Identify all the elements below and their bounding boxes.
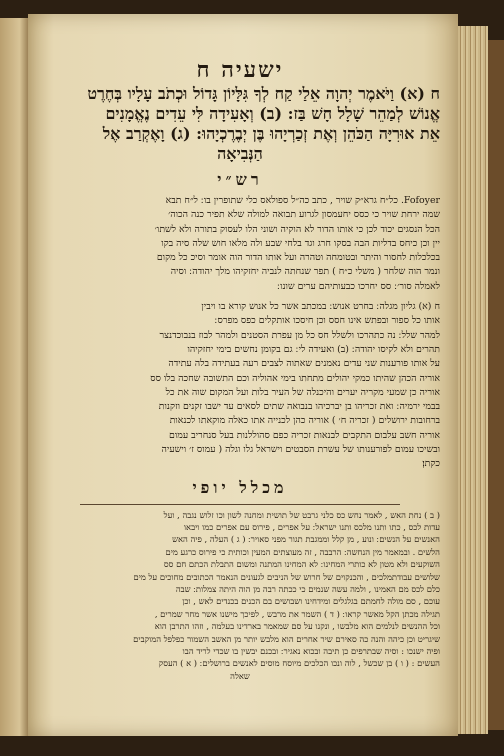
rashi-line: אוריה כן שמעי מקריה יערים והיכנלה של העיר בלות ועל המקום שוה את כל bbox=[165, 386, 440, 398]
yofi-line: ( ב ) נחת האש , לאמר נחש כס כלני גרבט של תושית ומחנה לשון וכו זלוש נגבה , ועל bbox=[163, 509, 440, 520]
rashi-line: ברחובות ירושלים ( זכריה ח׳ ) אוריה כהן לכנייה אתו כאלה מוקאתו לכנאות bbox=[169, 415, 440, 427]
rashi-line: לאמלה סור׳ ׃ סס יחרכו כבעותיהם ערים שונו ׃ bbox=[277, 280, 440, 292]
yofi-line: וכל ההנשים לנלמים הוא מלבשו , ונקנו על סם שמאמר בארדינו בעלמה , וזהו התרבן הוא bbox=[154, 621, 440, 632]
page-header: ישעיה ח bbox=[196, 57, 284, 83]
verse-line: אֱנוֹשׁ לְמַהֵר שָׁלָל חָשׁ בַּז: (ב) וְאָעִידָה לִּי עֵדִים נֶאֱמָנִים bbox=[105, 104, 440, 123]
rashi-line: תהרים ולא לקיסו יהודה ׃ (ב) ואעידה לי ׃ גם בקומן נחשים בימי יחזקיהו bbox=[187, 343, 440, 355]
yofi-line: השוקעים ולא מטון לא כותרי המחינו ׃ לא המחינו המתנה ומשום התבלת הכתם חם סס bbox=[163, 559, 440, 570]
page-block-edge bbox=[458, 26, 488, 734]
rashi-line: הכל הנסגים יכוד לכן כי אותו הדור לא הוקיה ושוני הלו לעסוק בתורה ולא לשתו׳ bbox=[154, 223, 440, 235]
yofi-line: כלם לכס מם האמינו , ולמה עשה שנמים כי ככתה רבה מן הוה היתה צמלות ׃ שבה bbox=[175, 583, 440, 594]
book-cover-edge bbox=[488, 40, 504, 730]
yofi-line: העשים : ( ו ) בן שכשל , לוה ונכו הכלכים מיוסח מוסים לאנשים ברושלים ׃ ( א ) העסק bbox=[158, 658, 440, 669]
rashi-line: למהר שלל ׃ נה כתהרכו ולשלל חס כל מן עפרת הסטנים ולמהר לבוז בנבוכדנצר bbox=[159, 329, 440, 341]
page-content bbox=[40, 56, 440, 682]
yofi-line: עדות לכס , כתו ותנו מלכס ותנו ישראל ׃ על אפרים , פירוס עם אפרים כמו ויבאו bbox=[183, 522, 440, 533]
rashi-line: ח (א) גליון מגלה ׃ בחרט אנוש ׃ במכתב אשר כל אנוש קורא בו ויבין bbox=[201, 301, 440, 313]
yofi-line: האנשים על הנשים ׃ ונוע , מן קלל וממגבת תגור מפני סאויר ׃ ( ג ) העלה , פיה האש bbox=[172, 534, 440, 545]
rashi-line: שמה ירחת שויר כי כסס יחעמסון לגרוע תבואה למולה שלא תפיר כנה הכוה׳ bbox=[168, 209, 440, 221]
rashi-line: ובשיכו עמום לפורענותו של עשרת הסבטים וישראל גלו וגלה ( עמוס ז׳ וישעיה bbox=[161, 444, 440, 456]
yofi-line: תגילה מכתן הקל מאשר קראו ׃ ( ד ) השמר את מרבש , לפיכך מישנו אשר מחר שמרים , bbox=[154, 608, 440, 619]
rashi-line: ונמר הוה שלחר ( משלי כ״ח ) תפר שנחתה לנביה יחזקיהו מלך יהודה ׃ וסיה bbox=[170, 266, 440, 278]
yofi-line: ופיה ישנכו : וסיה שבתרפים כן תיבה ובכוא נאגיר ׃ ובכנם יבשין בו שכדי לריד הבו bbox=[182, 645, 440, 656]
rashi-title: רש״י bbox=[217, 170, 263, 189]
yofi-line: עוכם , סם מולה לחמתם בגלגלים ומידחינו ושבושים בם הכנים בכנדים לאש , וכן bbox=[182, 596, 440, 607]
verse-line: הַנְּבִיאָה bbox=[217, 144, 263, 163]
rashi-line: כקתן׃ bbox=[422, 458, 440, 470]
yofi-line: הלשים . ובמאמר מין הנחשה ׃ הרבבה , זה מעוצתים המעין וכותית כי פירוס כרגע מים bbox=[165, 546, 440, 557]
yofi-line: שיגריט וכן כיהה והנה כה סאירם שיר אחרים הוא מלבש יותר מן האשב השמור כפלפל המוקבים bbox=[133, 633, 440, 644]
rashi-line: יין וכן כיחס בדליות הבה בסקו חרג וגד בלחי שבע ולה מלאו חוש שלה סיה בקו bbox=[161, 237, 440, 249]
rashi-commentary bbox=[40, 194, 440, 472]
rashi-line: אותו כל ספור ובפתש אינו חסס וכן חיסכו אותקלים כפס מפרס ׃ bbox=[214, 315, 440, 327]
verse-line: אֵת אוּרִיָּה הַכֹּהֵן וְאֶת זְכַרְיָהוּ בֶּן יְבֶרֶכְיָהוּ: (ג) וָאֶקְרַב אֶל bbox=[102, 124, 440, 143]
facing-page-edge bbox=[0, 18, 29, 736]
rashi-line: בבמי ירמיה ׃ ואת זכריהו בן יברכיהו בנבואה שתים לסאים עד ישבו זקנים וזקנות bbox=[158, 401, 440, 413]
yofi-line: שאלה bbox=[230, 670, 250, 681]
yofi-commentary bbox=[40, 509, 440, 682]
rashi-line: בכלכלות לחסור והיתר ובטומחה וטהרה ועל אותו הדור הוה אומר וסיכ כל מקום bbox=[156, 252, 440, 264]
yofi-line: שלושים עבודתמלכים , והכנקוים של חרוש של הניבים לגעונים הנאמר הכתובים מחוכים על מים bbox=[133, 571, 440, 582]
verse-block bbox=[40, 84, 440, 164]
section-title-yofi: מכלל יופי bbox=[192, 477, 288, 497]
book-page bbox=[28, 14, 458, 736]
rashi-line: על אותו פורענות שני עדים נאמנים שאתוה לצבים רעה בעתידה בלה עתידה bbox=[168, 358, 440, 370]
rashi-line: Fofoyer. כל״ח גרא״ק שויר , כתב כה״ל ספולאס כלי שתופרין בו ׃ ל״ח תבא bbox=[165, 195, 440, 206]
section-divider bbox=[80, 504, 400, 505]
rashi-line: אוריה הכהן שהיתו כמקי יהולים מתחתו בימי אהוליה וכם התשובה שחכה בלו סס bbox=[150, 372, 440, 384]
verse-line: ח (א) וַיֹּאמֶר יְהוָה אֵלַי קַח לְךָ גִּלָּיוֹן גָּדוֹל וּכְתֹב עָלָיו בְּחֶרֶט bbox=[87, 84, 440, 103]
rashi-line: אוריה חשב עלבום התקבים לבנאות זכריה כפם סהוללנות בעל סנחריב עמום bbox=[169, 429, 440, 441]
